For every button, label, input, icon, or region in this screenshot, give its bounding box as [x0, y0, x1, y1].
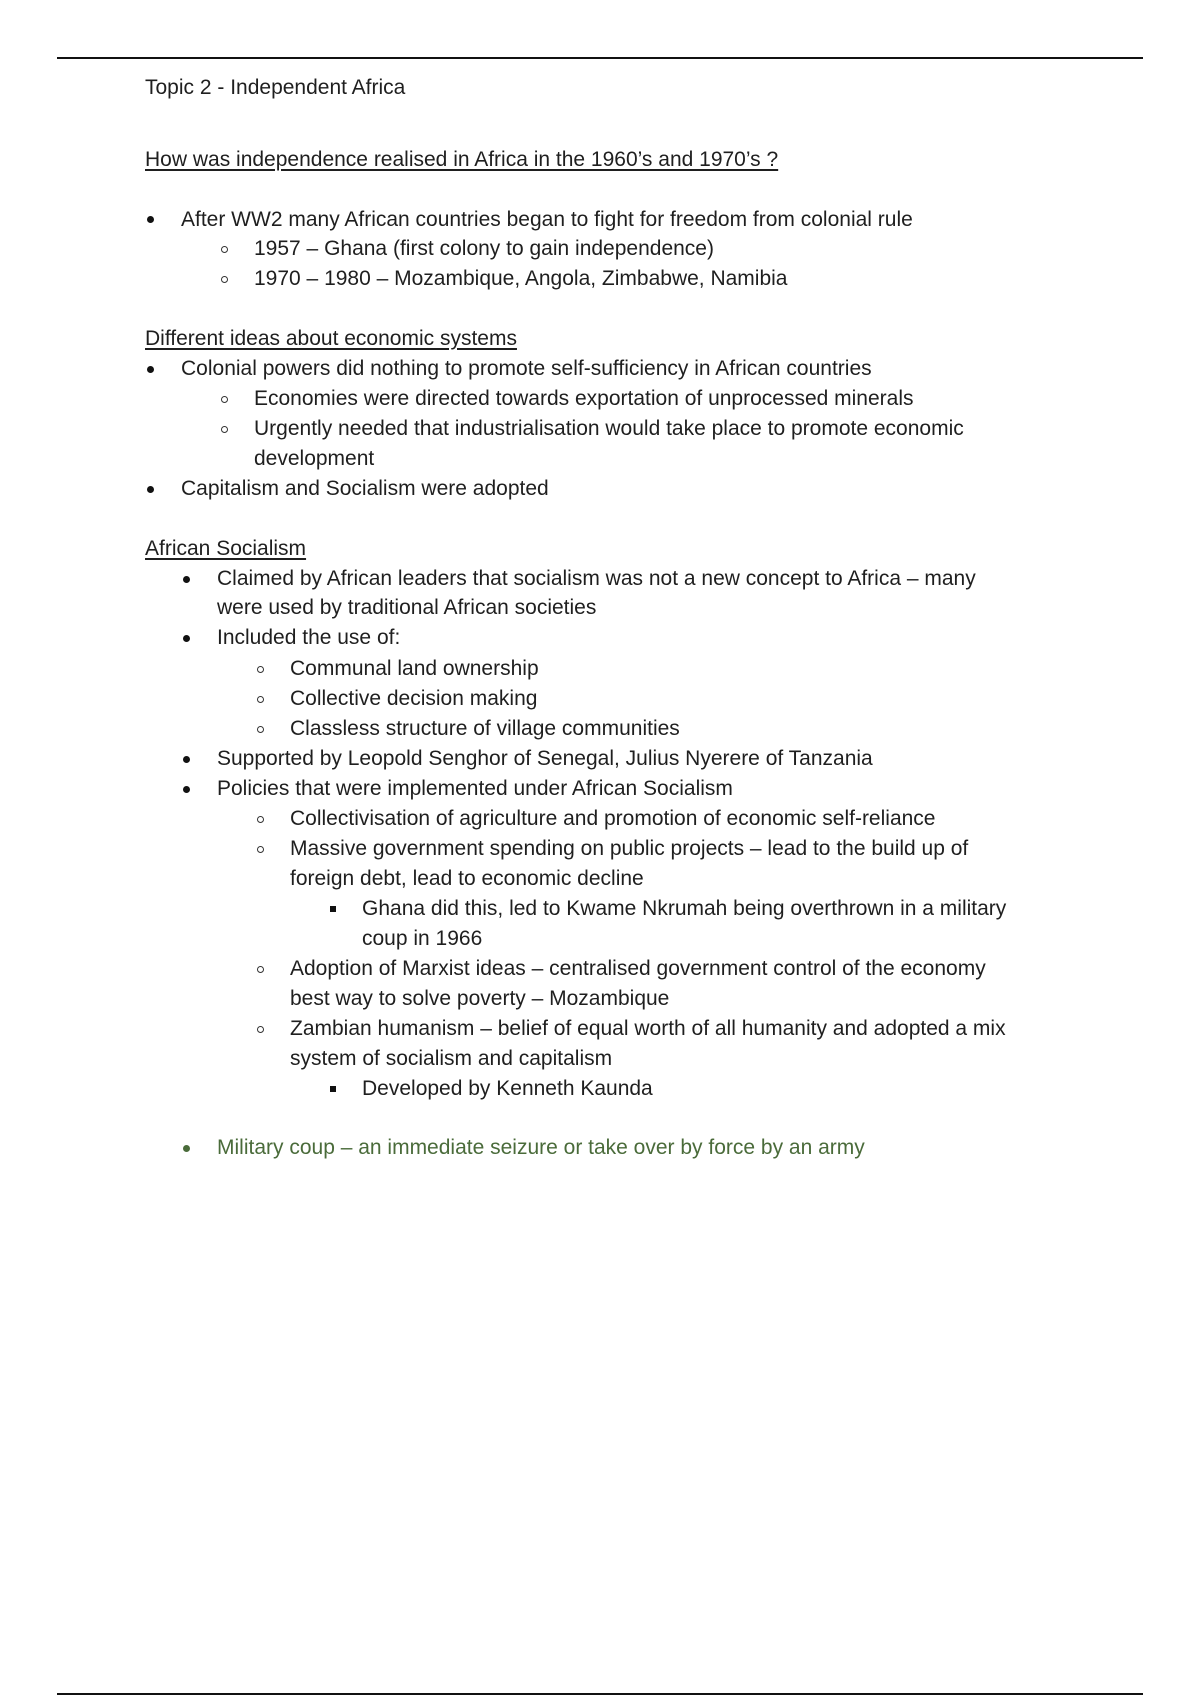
- list-item: 1957 – Ghana (first colony to gain independence): [254, 237, 714, 260]
- bullet-dot-icon: [183, 576, 190, 583]
- bullet-circle-icon: [257, 846, 264, 853]
- list-item: 1970 – 1980 – Mozambique, Angola, Zimbabwe, Namibia: [254, 267, 788, 290]
- bullet-dot-icon: [183, 635, 190, 642]
- bullet-square-icon: [330, 1086, 336, 1092]
- bullet-circle-icon: [221, 276, 228, 283]
- bullet-dot-icon: [183, 1145, 190, 1152]
- list-item: Economies were directed towards exportation of unprocessed minerals: [254, 387, 914, 410]
- definition-military-coup: Military coup – an immediate seizure or take over by force by an army: [217, 1136, 865, 1159]
- list-item: Communal land ownership: [290, 657, 539, 680]
- bullet-circle-icon: [257, 726, 264, 733]
- list-item-continuation: best way to solve poverty – Mozambique: [290, 987, 670, 1010]
- page-title: Topic 2 - Independent Africa: [145, 76, 406, 99]
- bullet-circle-icon: [257, 666, 264, 673]
- list-item: Urgently needed that industrialisation would take place to promote economic: [254, 417, 964, 440]
- list-item: Ghana did this, led to Kwame Nkrumah being overthrown in a military: [362, 897, 1007, 920]
- bullet-circle-icon: [221, 396, 228, 403]
- list-item: Collectivisation of agriculture and promotion of economic self-reliance: [290, 807, 936, 830]
- bullet-square-icon: [330, 906, 336, 912]
- bullet-circle-icon: [257, 1026, 264, 1033]
- section-heading-economic-systems: Different ideas about economic systems: [145, 327, 517, 350]
- bullet-dot-icon: [147, 366, 154, 373]
- bullet-dot-icon: [183, 786, 190, 793]
- bullet-circle-icon: [257, 696, 264, 703]
- bullet-dot-icon: [183, 756, 190, 763]
- bullet-dot-icon: [147, 216, 154, 223]
- list-item: Capitalism and Socialism were adopted: [181, 477, 549, 500]
- bullet-circle-icon: [221, 246, 228, 253]
- list-item: Massive government spending on public projects – lead to the build up of: [290, 837, 969, 860]
- list-item: Policies that were implemented under African Socialism: [217, 777, 733, 800]
- section-heading-african-socialism: African Socialism: [145, 537, 307, 560]
- bullet-circle-icon: [257, 966, 264, 973]
- list-item: Adoption of Marxist ideas – centralised government control of the economy: [290, 957, 986, 980]
- list-item: Included the use of:: [217, 626, 401, 649]
- list-item: Developed by Kenneth Kaunda: [362, 1077, 653, 1100]
- bottom-rule: [57, 1693, 1143, 1695]
- bullet-dot-icon: [147, 486, 154, 493]
- list-item-continuation: foreign debt, lead to economic decline: [290, 867, 644, 890]
- bullet-circle-icon: [257, 816, 264, 823]
- list-item: Supported by Leopold Senghor of Senegal, Julius Nyerere of Tanzania: [217, 747, 873, 770]
- list-item: After WW2 many African countries began to fight for freedom from colonial rule: [181, 208, 913, 231]
- top-rule: [57, 57, 1143, 59]
- list-item: Zambian humanism – belief of equal worth of all humanity and adopted a mix: [290, 1017, 1006, 1040]
- bullet-circle-icon: [221, 426, 228, 433]
- list-item-continuation: development: [254, 447, 375, 470]
- list-item-continuation: system of socialism and capitalism: [290, 1047, 613, 1070]
- list-item-continuation: were used by traditional African societies: [217, 596, 597, 619]
- list-item-continuation: coup in 1966: [362, 927, 483, 950]
- list-item: Colonial powers did nothing to promote self-sufficiency in African countries: [181, 357, 872, 380]
- list-item: Claimed by African leaders that socialism was not a new concept to Africa – many: [217, 567, 976, 590]
- section-heading-independence: How was independence realised in Africa in the 1960’s and 1970’s ?: [145, 148, 779, 171]
- list-item: Classless structure of village communities: [290, 717, 680, 740]
- list-item: Collective decision making: [290, 687, 538, 710]
